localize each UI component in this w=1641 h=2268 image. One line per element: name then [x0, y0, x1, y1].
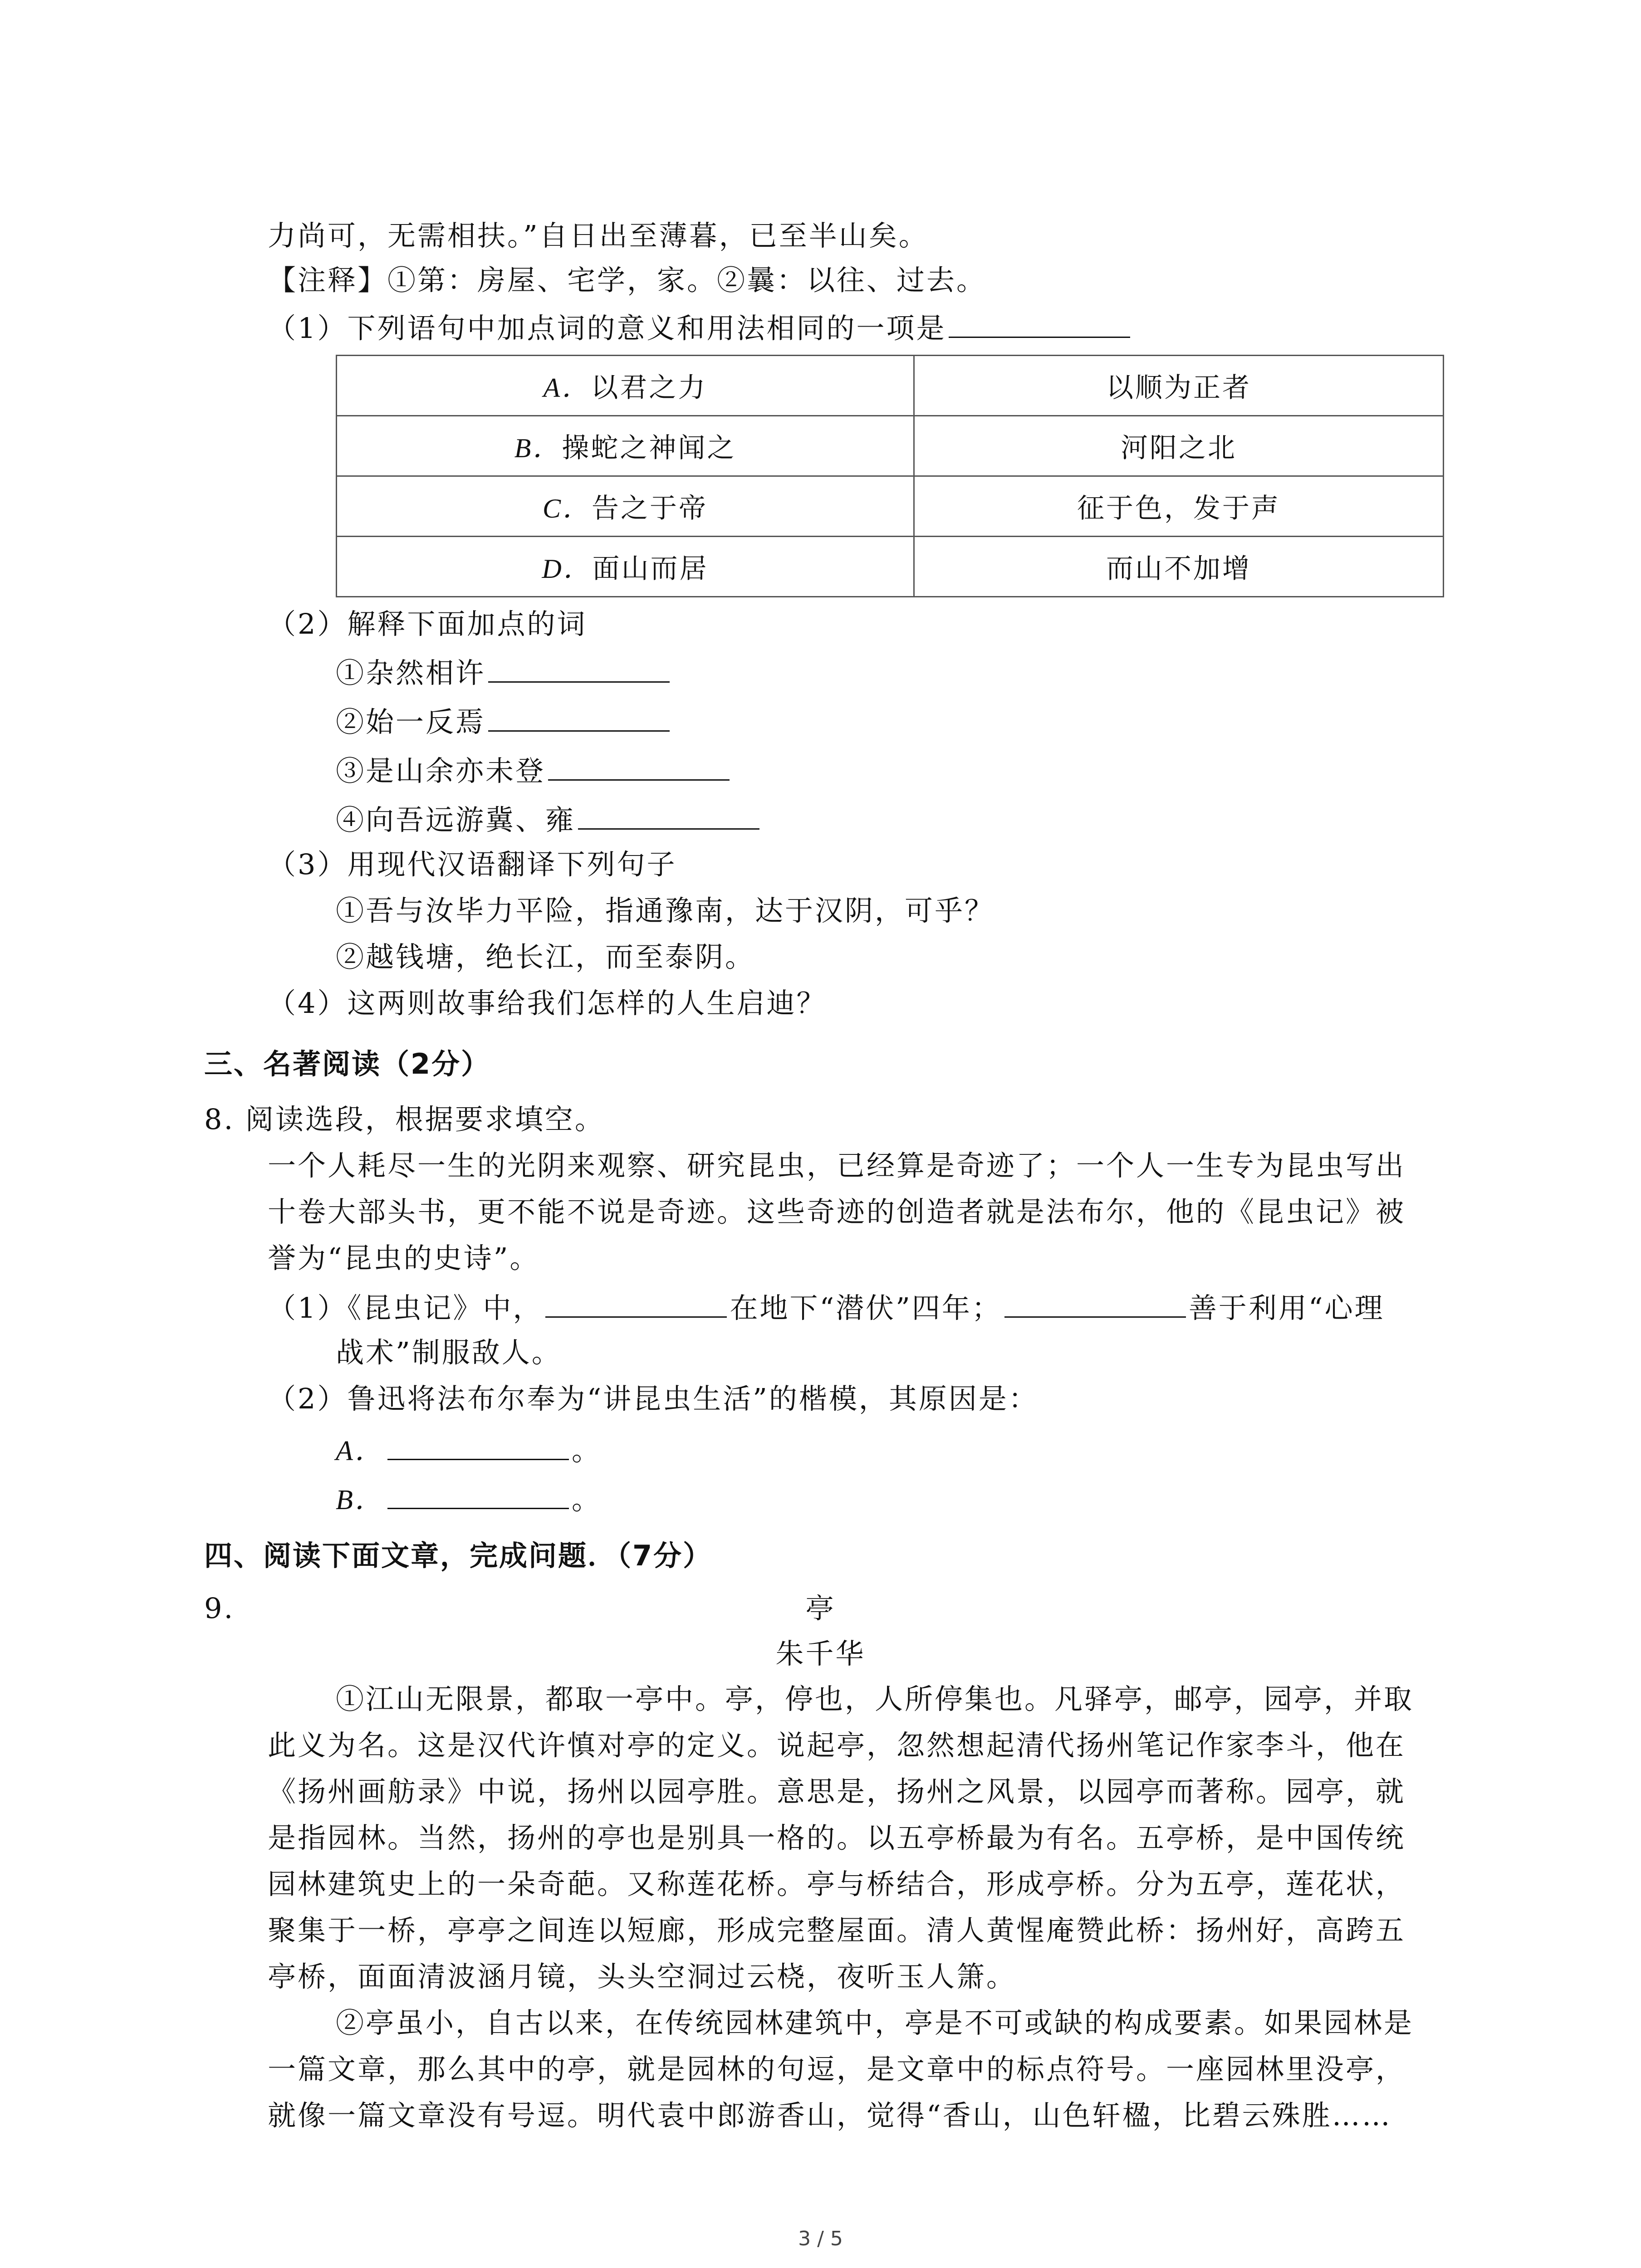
table-row — [337, 416, 1444, 476]
paragraph-line: 亭桥，面面清波涵月镜，头头空洞过云桡，夜听玉人箫。 — [268, 1960, 1017, 1993]
option-cell: 征于色，发于声 — [914, 476, 1444, 537]
article-author: 朱千华 — [775, 1637, 866, 1670]
subquestion-2: （2）鲁迅将法布尔奉为“讲昆虫生活”的楷模，其原因是： — [268, 1382, 1038, 1415]
answer-blank[interactable] — [949, 308, 1130, 338]
subquestion-1: （1）《昆虫记》中， 在地下“潜伏”四年； 善于利用“心理 — [268, 1288, 1385, 1326]
answer-blank[interactable] — [578, 800, 759, 830]
paragraph-line: 《扬州画舫录》中说，扬州以园亭胜。意思是，扬州之风景，以园亭而著称。园亭，就 — [268, 1775, 1406, 1808]
word-item: ③是山余亦未登 — [336, 751, 732, 789]
passage-line: 十卷大部头书，更不能不说是奇迹。这些奇迹的创造者就是法布尔，他的《昆虫记》被 — [268, 1195, 1406, 1228]
option-cell: D．面山而居 — [337, 537, 914, 597]
word-item: ②始一反焉 — [336, 702, 672, 740]
answer-blank[interactable] — [545, 1288, 727, 1318]
text-line: 力尚可，无需相扶。”自日出至薄暮，已至半山矣。 — [268, 219, 929, 252]
table-row — [337, 537, 1444, 597]
question-3: （3）用现代汉语翻译下列句子 — [268, 848, 677, 881]
option-cell: B．操蛇之神闻之 — [337, 416, 914, 476]
word-item: ④向吾远游冀、雍 — [336, 800, 762, 838]
answer-blank[interactable] — [548, 751, 730, 781]
paragraph-line: 就像一篇文章没有号逗。明代袁中郎游香山，觉得“香山，山色轩楹，比碧云殊胜…… — [268, 2099, 1392, 2132]
paragraph-line: 是指园林。当然，扬州的亭也是别具一格的。以五亭桥最为有名。五亭桥，是中国传统 — [268, 1821, 1406, 1854]
question-4: （4）这两则故事给我们怎样的人生启迪？ — [268, 987, 827, 1020]
subquestion-1-cont: 战术”制服敌人。 — [336, 1336, 562, 1369]
answer-blank[interactable] — [1004, 1288, 1186, 1318]
sentence-item: ②越钱塘，绝长江，而至泰阴。 — [336, 940, 755, 973]
section-heading: 四、阅读下面文章，完成问题．（7分） — [204, 1539, 713, 1572]
options-table — [336, 355, 1444, 597]
answer-blank[interactable] — [387, 1480, 569, 1509]
passage-line: 誉为“昆虫的史诗”。 — [268, 1242, 540, 1275]
paragraph-line: 此义为名。这是汉代许慎对亭的定义。说起亭，忽然想起清代扬州笔记作家李斗，他在 — [268, 1729, 1406, 1762]
question-9: 9. — [204, 1592, 235, 1625]
paragraph-line: 园林建筑史上的一朵奇葩。又称莲花桥。亭与桥结合，形成亭桥。分为五亭，莲花状， — [268, 1867, 1406, 1901]
option-cell: A．以君之力 — [337, 356, 914, 416]
sentence-item: ①吾与汝毕力平险，指通豫南，达于汉阴，可乎？ — [336, 894, 995, 927]
option-cell: 而山不加增 — [914, 537, 1444, 597]
paragraph-line: 一篇文章，那么其中的亭，就是园林的句逗，是文章中的标点符号。一座园林里没亭， — [268, 2053, 1406, 2086]
table-row — [337, 356, 1444, 416]
question-text: 下列语句中加点词的意义和用法相同的一项是 — [347, 312, 946, 345]
option-cell: 以顺为正者 — [914, 356, 1444, 416]
question-1 — [268, 308, 1133, 347]
answer-blank[interactable] — [488, 702, 670, 732]
paragraph-line: ①江山无限景，都取一亭中。亭，停也，人所停集也。凡驿亭，邮亭，园亭，并取 — [336, 1682, 1414, 1716]
paragraph-line: ②亭虽小，自古以来，在传统园林建筑中，亭是不可或缺的构成要素。如果园林是 — [336, 2006, 1414, 2039]
question-number: （1） — [268, 312, 348, 345]
table-row — [337, 476, 1444, 537]
question-2: （2）解释下面加点的词 — [268, 607, 587, 640]
option-cell: C．告之于帝 — [337, 476, 914, 537]
section-heading: 三、名著阅读（2分） — [204, 1047, 491, 1080]
passage-line: 一个人耗尽一生的光阴来观察、研究昆虫，已经算是奇迹了；一个人一生专为昆虫写出 — [268, 1149, 1406, 1182]
answer-blank[interactable] — [488, 653, 670, 683]
article-title: 亭 — [805, 1592, 836, 1625]
notes-line: 【注释】①第：房屋、宅学，家。②曩：以往、过去。 — [268, 264, 987, 297]
answer-line: A． 。 — [336, 1431, 602, 1469]
option-cell: 河阳之北 — [914, 416, 1444, 476]
word-item: ①杂然相许 — [336, 653, 672, 691]
page-number: 3 / 5 — [798, 2227, 843, 2250]
paragraph-line: 聚集于一桥，亭亭之间连以短廊，形成完整屋面。清人黄惺庵赞此桥：扬州好，高跨五 — [268, 1914, 1406, 1947]
question-8: 8. 阅读选段，根据要求填空。 — [204, 1103, 605, 1136]
answer-line: B． 。 — [336, 1480, 602, 1518]
answer-blank[interactable] — [387, 1431, 569, 1460]
